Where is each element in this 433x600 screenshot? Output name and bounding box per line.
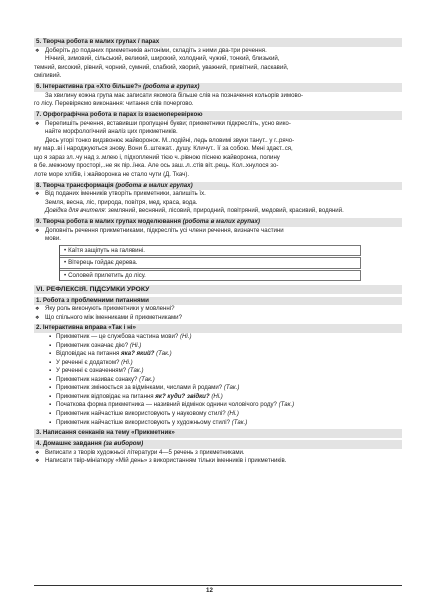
- yes-no-item: [34, 367, 402, 376]
- yes-no-item: [34, 342, 402, 351]
- answer: (Так.): [154, 350, 172, 358]
- task-text: ❖ Від поданих іменників утворіть прикметники, запишіть їх.: [34, 190, 402, 199]
- statement: Прикметник називає ознаку?: [56, 375, 140, 383]
- statement: Початкова форма прикметника — називний відмінок однини чоловічого роду?: [56, 401, 279, 409]
- yes-no-item: [34, 333, 402, 342]
- yes-no-item: [34, 376, 402, 385]
- paragraph: го лісу. Перевіряємо виконання: читання слів почергово.: [34, 100, 194, 108]
- task-text: найте морфологічний аналіз цих прикметників.: [45, 128, 178, 136]
- paragraph: За хвилину кожна група має записати якомога більше слів на позначення кольорів зимово-: [45, 91, 304, 99]
- subsection-heading: 4. Домашнє завдання (за вибором): [34, 440, 402, 449]
- answer: (Ні.): [129, 341, 142, 349]
- sentence-card: • Каїтя защіпуть на галявині.: [60, 245, 361, 256]
- word-list: Нічний, зимовий, сільський, великий, широкий, холодний, чужий, тонкий, близький,: [45, 55, 280, 63]
- answer: (Так.): [127, 367, 144, 375]
- statement: Прикметник найчастіше використовують у науковому стилі?: [56, 409, 228, 417]
- section-7: [34, 111, 402, 179]
- word-list: сміливий.: [34, 72, 62, 80]
- exercise-text: Десь угорі тонко видзвонює жайворонок. М..лодійні, ледь вловимі звуки танут.. у г..рячо-: [45, 136, 295, 144]
- yes-no-item: [34, 350, 402, 359]
- section-vi: [34, 285, 402, 466]
- yes-no-item: [34, 359, 402, 368]
- section-7-heading: 7. Орфографічна робота в парах із взаємоперевіркою: [34, 111, 402, 120]
- homework-item: ❖ Написати твір-мініатюру «Мій день» з використанням тільки іменників і прикметників.: [34, 457, 402, 466]
- exercise-text: в бе..межному просторі,..не як пір..їнка. Але ось заш..л..стів віт..рець. Кол..хнулося зо-: [34, 162, 279, 170]
- answer: (Так.): [278, 401, 295, 409]
- statement: У реченні є означенням?: [56, 367, 128, 375]
- question: ❖ Що спільного між іменниками й прикметниками?: [34, 314, 402, 323]
- answer: (Ні.): [121, 358, 133, 366]
- section-8-heading: 8. Творча трансформація (робота в малих групах): [34, 182, 402, 191]
- page-number: 12: [206, 587, 213, 594]
- statement: Прикметник найчастіше використовують у художньому стилі?: [56, 418, 232, 426]
- statement: У реченні є додатком?: [56, 358, 122, 366]
- answer: (Так.): [223, 384, 240, 392]
- statement: Прикметник означає дію?: [56, 341, 130, 349]
- yes-no-item: [34, 401, 402, 410]
- section-9: [34, 218, 402, 281]
- sentence-card: • Вітерець гойдає дерева.: [60, 257, 361, 268]
- section-9-heading: 9. Творча робота в малих групах моделювання (робота в малих групах): [34, 218, 402, 227]
- sentence-card: • Соловей прилетить до лісу.: [60, 270, 361, 281]
- sentence-cards: [59, 245, 402, 281]
- task-text: мови.: [45, 235, 61, 243]
- task-text: ❖ Перепишіть речення, вставивши пропущені букви; прикметники підкресліть, усно вико-: [34, 120, 402, 129]
- statement: Прикметник відповідає на питання: [56, 392, 156, 400]
- statement: Прикметник — це службова частина мови?: [56, 333, 180, 341]
- question-words: яка? який?: [121, 350, 155, 358]
- yes-no-list: [34, 333, 402, 427]
- section-8: [34, 182, 402, 216]
- word-list: темний, високий, рівний, чорний, сумний, слабкий, хворий, уважний, привітний, ласкавий,: [34, 63, 289, 71]
- exercise-text: му мар..ві і народжуються знову. Вони б..штежат.. душу. Кличут.. її за собою. Мені здаєт..ся,: [34, 145, 293, 153]
- subsection-heading: 2. Інтерактивна вправа «Так і ні»: [34, 324, 402, 333]
- answer: (Ні.): [179, 333, 192, 341]
- reflection-heading: VI. РЕФЛЕКСІЯ. ПІДСУМКИ УРОКУ: [34, 285, 402, 295]
- subsection-heading: 1. Робота з проблемними питаннями: [34, 297, 402, 306]
- task-text: ❖ Доповніть речення прикметниками, підкресліть усі члени речення, визначте частини: [34, 227, 402, 236]
- task-text: ❖ Доберіть до поданих прикметників антоніми, складіть з ними два-три речення.: [34, 47, 402, 56]
- question: ❖ Яку роль виконують прикметники у мовленні?: [34, 305, 402, 314]
- exercise-text: лоте море хлібів, і жайворонка не стало чути (Д. Ткач).: [34, 170, 190, 178]
- answer: (Ні.): [227, 409, 239, 417]
- section-5: [34, 38, 402, 81]
- footer-rule: [34, 585, 402, 586]
- exercise-text: що я зараз зл..чу над з..млею і, підхоплений тією ч..рівною піснею жайворонка, полину: [34, 153, 280, 161]
- statement: Відповідає на питання: [56, 350, 121, 358]
- section-6: [34, 83, 402, 109]
- page-content: [34, 36, 402, 466]
- yes-no-item: [34, 419, 402, 428]
- subsection-heading: 3. Написання сенканів на тему «Прикметник»: [34, 429, 402, 438]
- word-list: Земля, весна, ліс, природа, повітря, мед, краса, вода.: [45, 198, 198, 206]
- question-words: як? куди? звідки?: [155, 392, 210, 400]
- homework-item: ❖ Виписати з творів художньої літератури 4—5 речень з прикметниками.: [34, 449, 402, 458]
- yes-no-item: [34, 410, 402, 419]
- answer: (Так.): [231, 418, 248, 426]
- answer: (Так.): [139, 375, 155, 383]
- section-6-heading: 6. Інтерактивна гра «Хто більше?» (робота в групах): [34, 83, 402, 92]
- statement: Прикметник змінюється за відмінками, числами й родами?: [56, 384, 224, 392]
- teacher-note: Довідка для вчителя: земляний, весняний, лісовий, природний, повітряний, медовий, красивий, водяний.: [45, 207, 344, 215]
- yes-no-item: [34, 393, 402, 402]
- yes-no-item: [34, 384, 402, 393]
- answer: (Ні.): [209, 392, 223, 400]
- section-5-heading: 5. Творча робота в малих групах / парах: [34, 38, 402, 47]
